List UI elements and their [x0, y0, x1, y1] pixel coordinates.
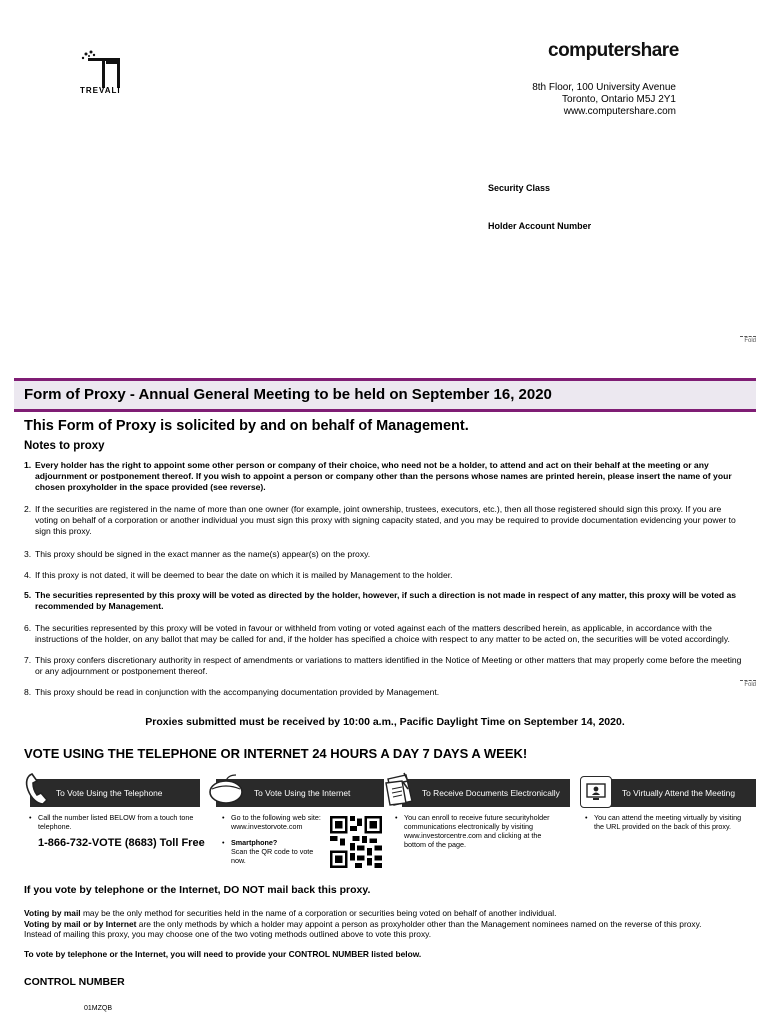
documents-tab-title: To Receive Documents Electronically: [422, 788, 560, 798]
telephone-icon: [24, 772, 54, 806]
internet-bullet-text[interactable]: Go to the following web site: www.investorvote.com: [231, 813, 321, 831]
control-number-heading: CONTROL NUMBER: [24, 976, 125, 988]
virtual-meeting-tab: [588, 779, 756, 807]
virtual-meeting-icon: [580, 776, 612, 808]
virtual-meeting-instructions: [585, 813, 744, 831]
note-number: 3.: [24, 549, 32, 559]
smartphone-instructions: [222, 838, 326, 865]
mail-line-bold: Voting by mail: [24, 908, 81, 918]
mail-line: [24, 919, 754, 930]
person-screen-icon: [585, 781, 607, 803]
internet-tab-title: To Vote Using the Internet: [254, 788, 351, 798]
do-not-mail-notice: If you vote by telephone or the Internet, DO NOT mail back this proxy.: [24, 884, 371, 896]
page-subtitle: This Form of Proxy is solicited by and on behalf of Management.: [24, 418, 469, 434]
page-title: Form of Proxy - Annual General Meeting to be held on September 16, 2020: [24, 386, 552, 403]
fold-label: Fold: [744, 338, 756, 344]
smartphone-title: Smartphone?: [231, 838, 278, 847]
telephone-instructions: [29, 813, 198, 831]
qr-code-icon[interactable]: [330, 816, 382, 868]
notes-heading: Notes to proxy: [24, 440, 105, 452]
bullet-icon: •: [222, 838, 225, 847]
note-text: The securities represented by this proxy will be voted as directed by the holder, however, if such a direction is not made in respect of any matter, this proxy will be voted as recommended by Management.: [35, 590, 737, 611]
note-number: 2.: [24, 504, 32, 514]
bullet-icon: •: [585, 813, 588, 822]
security-class-label: Security Class: [488, 183, 551, 193]
documents-tab: [402, 779, 570, 807]
fold-mark: [736, 336, 756, 344]
note-number: 7.: [24, 655, 32, 665]
mail-voting-text: [24, 908, 754, 940]
documents-bullet-text: You can enroll to receive future securityholder communications electronically by visiting www.investorcentre.com and clicking at the bottom of the page.: [404, 813, 550, 849]
note-text: Every holder has the right to appoint some other person or company of their choice, who need not be a holder, to attend and act on their behalf at the meeting or any adjournment or postponement thereof. If you wish to appoint a person or company other than the persons whose names are printed herein, please insert the name of your chosen proxyholder in the space provided (see reverse).: [35, 460, 732, 492]
control-number-note: To vote by telephone or the Internet, you will need to provide your CONTROL NUMBER listed below.: [24, 949, 422, 959]
mail-line: [24, 929, 754, 940]
virtual-meeting-tab-title: To Virtually Attend the Meeting: [622, 788, 735, 798]
vote-heading: VOTE USING THE TELEPHONE OR INTERNET 24 HOURS A DAY 7 DAYS A WEEK!: [24, 746, 528, 761]
note-item: [24, 655, 744, 677]
mouse-icon: [206, 773, 246, 807]
agent-address-line: www.computershare.com: [563, 106, 676, 117]
document-code: 01MZQB: [84, 1005, 113, 1012]
telephone-tab-title: To Vote Using the Telephone: [56, 788, 163, 798]
documents-icon: [384, 771, 416, 807]
telephone-bullet-text: Call the number listed BELOW from a touch tone telephone.: [38, 813, 194, 831]
virtual-bullet-text: You can attend the meeting virtually by visiting the URL provided on the back of this proxy.: [594, 813, 742, 831]
smartphone-text: Scan the QR code to vote now.: [231, 847, 314, 865]
telephone-tab: [30, 779, 200, 807]
mail-line-text: Instead of mailing this proxy, you may choose one of the two voting methods outlined above to vote this proxy.: [24, 929, 432, 939]
bullet-icon: •: [395, 813, 398, 822]
phone-number[interactable]: 1-866-732-VOTE (8683) Toll Free: [38, 837, 205, 849]
computershare-logo: [548, 40, 679, 62]
computershare-logo-text: computershare: [548, 40, 679, 61]
mail-line-bold: Voting by mail or by Internet: [24, 918, 137, 929]
note-text: The securities represented by this proxy will be voted in favour or withheld from voting or voted against each of the matters described herein, as applicable, in accordance with the instructions of the holder, on any ballot that may be called for and, if the holder has specified a choice with respect to any matter to be acted on, the securities will be voted accordingly.: [35, 623, 730, 644]
note-item: [24, 687, 744, 698]
agent-address-line: 8th Floor, 100 University Avenue: [532, 82, 676, 93]
note-item: [24, 623, 744, 645]
bullet-icon: •: [222, 813, 225, 822]
holder-account-label: Holder Account Number: [488, 221, 592, 231]
note-text: This proxy should be signed in the exact manner as the name(s) appear(s) on the proxy.: [35, 549, 371, 559]
mail-line-text: may be the only method for securities held in the name of a corporation or securities being voted on behalf of another individual.: [80, 908, 557, 918]
issuer-name: TREVALI: [80, 86, 121, 95]
internet-website-instructions: [222, 813, 326, 831]
note-number: 1.: [24, 460, 32, 470]
mail-line: [24, 908, 754, 919]
agent-address: [532, 82, 676, 118]
fold-mark: [736, 680, 756, 688]
note-number: 5.: [24, 590, 32, 600]
bullet-icon: •: [29, 813, 32, 822]
note-item: [24, 590, 744, 612]
documents-instructions: [395, 813, 564, 849]
agent-address-line: Toronto, Ontario M5J 2Y1: [562, 94, 676, 105]
note-item: [24, 549, 744, 560]
mail-line-text: are the only methods by which a holder may appoint a person as proxyholder other than the Management nominees named on the reverse of this proxy.: [136, 918, 702, 929]
note-text: This proxy should be read in conjunction with the accompanying documentation provided by Management.: [35, 687, 440, 697]
note-number: 8.: [24, 687, 32, 697]
note-item: [24, 504, 744, 537]
note-text: This proxy confers discretionary authority in respect of amendments or variations to matters identified in the Notice of Meeting or other matters that may properly come before the meeting or any adjournment or postponement thereof.: [35, 655, 742, 676]
note-text: If the securities are registered in the name of more than one owner (for example, joint ownership, trustees, executors, etc.), then all those registered should sign this proxy. If you are voting on behalf of a corporation or another individual you must sign this proxy with signing capacity stated, and you may be required to provide documentation evidencing your power to sign this proxy.: [35, 504, 736, 536]
note-item: [24, 570, 744, 581]
note-number: 6.: [24, 623, 32, 633]
deadline-notice: Proxies submitted must be received by 10:00 a.m., Pacific Daylight Time on September 14, 2020.: [145, 716, 625, 728]
fold-label: Fold: [744, 682, 756, 688]
note-item: [24, 460, 744, 493]
note-text: If this proxy is not dated, it will be deemed to bear the date on which it is mailed by Management to the holder.: [35, 570, 453, 580]
note-number: 4.: [24, 570, 32, 580]
